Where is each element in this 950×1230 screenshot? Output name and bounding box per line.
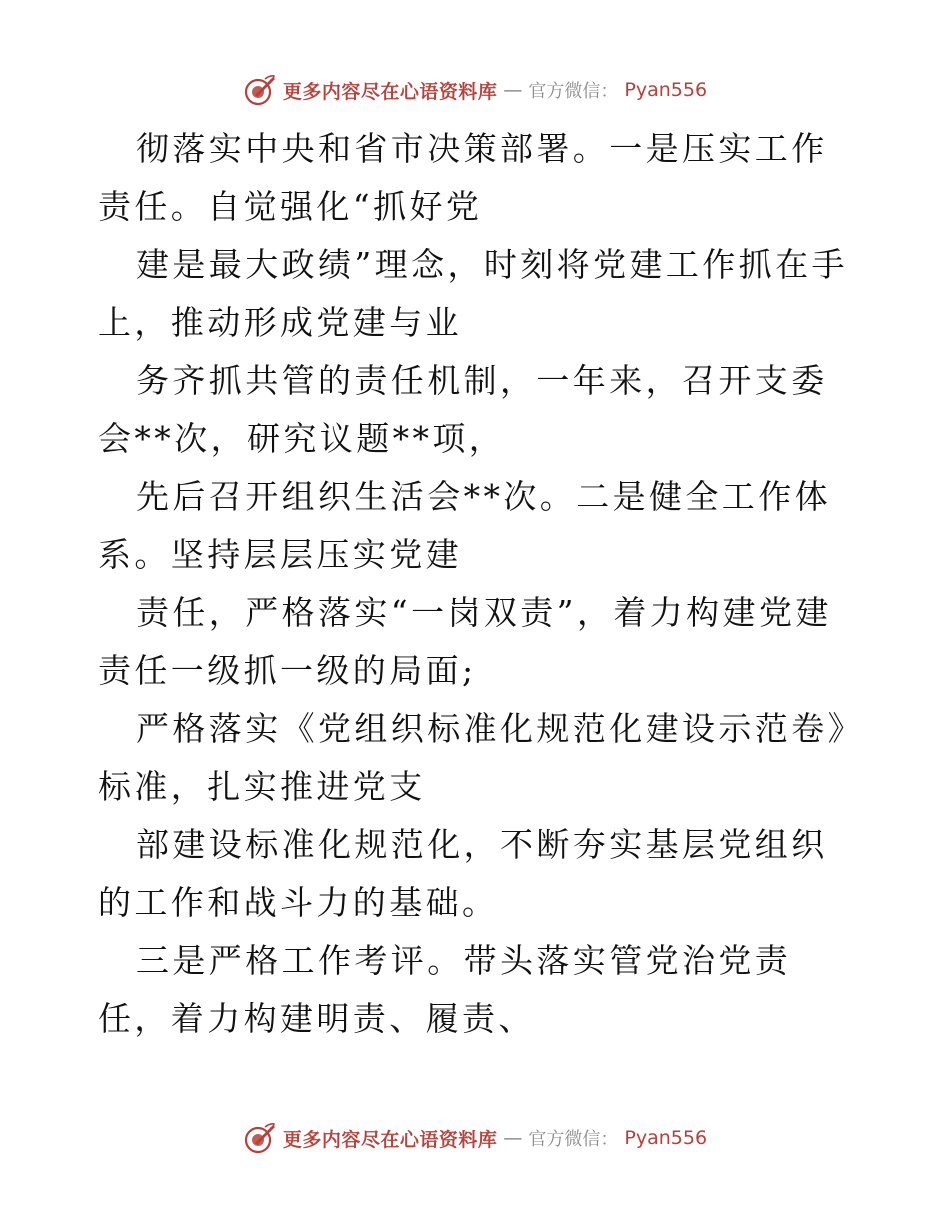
wechat-id: Pyan556	[624, 1127, 708, 1149]
header-banner	[0, 70, 950, 110]
paragraph: 彻落实中央和省市决策部署。一是压实工作责任。自觉强化“抓好党	[98, 129, 828, 226]
paragraph: 建是最大政绩”理念，时刻将党建工作抓在手上，推动形成党建与业	[98, 245, 848, 342]
quill-pen-seal-icon	[243, 73, 277, 107]
wechat-id: Pyan556	[624, 79, 708, 101]
paragraph: 先后召开组织生活会**次。二是健全工作体系。坚持层层压实党建	[98, 477, 831, 574]
banner-separator: —	[503, 1127, 523, 1149]
wechat-label: 官方微信：	[528, 1129, 619, 1150]
paragraph: 部建设标准化规范化，不断夯实基层党组织的工作和战斗力的基础。	[98, 825, 828, 922]
site-name: 更多内容尽在心语资料库	[282, 80, 498, 103]
wechat-label: 官方微信：	[528, 81, 619, 102]
document-body	[98, 120, 858, 1048]
paragraph: 责任，严格落实“一岗双责”，着力构建党建责任一级抓一级的局面;	[98, 593, 832, 690]
footer-banner	[0, 1118, 950, 1158]
paragraph: 三是严格工作考评。带头落实管党治党责任，着力构建明责、履责、	[98, 941, 792, 1038]
paragraph: 务齐抓共管的责任机制，一年来，召开支委会**次，研究议题**项，	[98, 361, 828, 458]
banner-separator: —	[503, 79, 523, 101]
paragraph: 严格落实《党组织标准化规范化建设示范卷》标准，扎实推进党支	[98, 709, 848, 806]
quill-pen-seal-icon	[243, 1121, 277, 1155]
site-name: 更多内容尽在心语资料库	[282, 1128, 498, 1151]
